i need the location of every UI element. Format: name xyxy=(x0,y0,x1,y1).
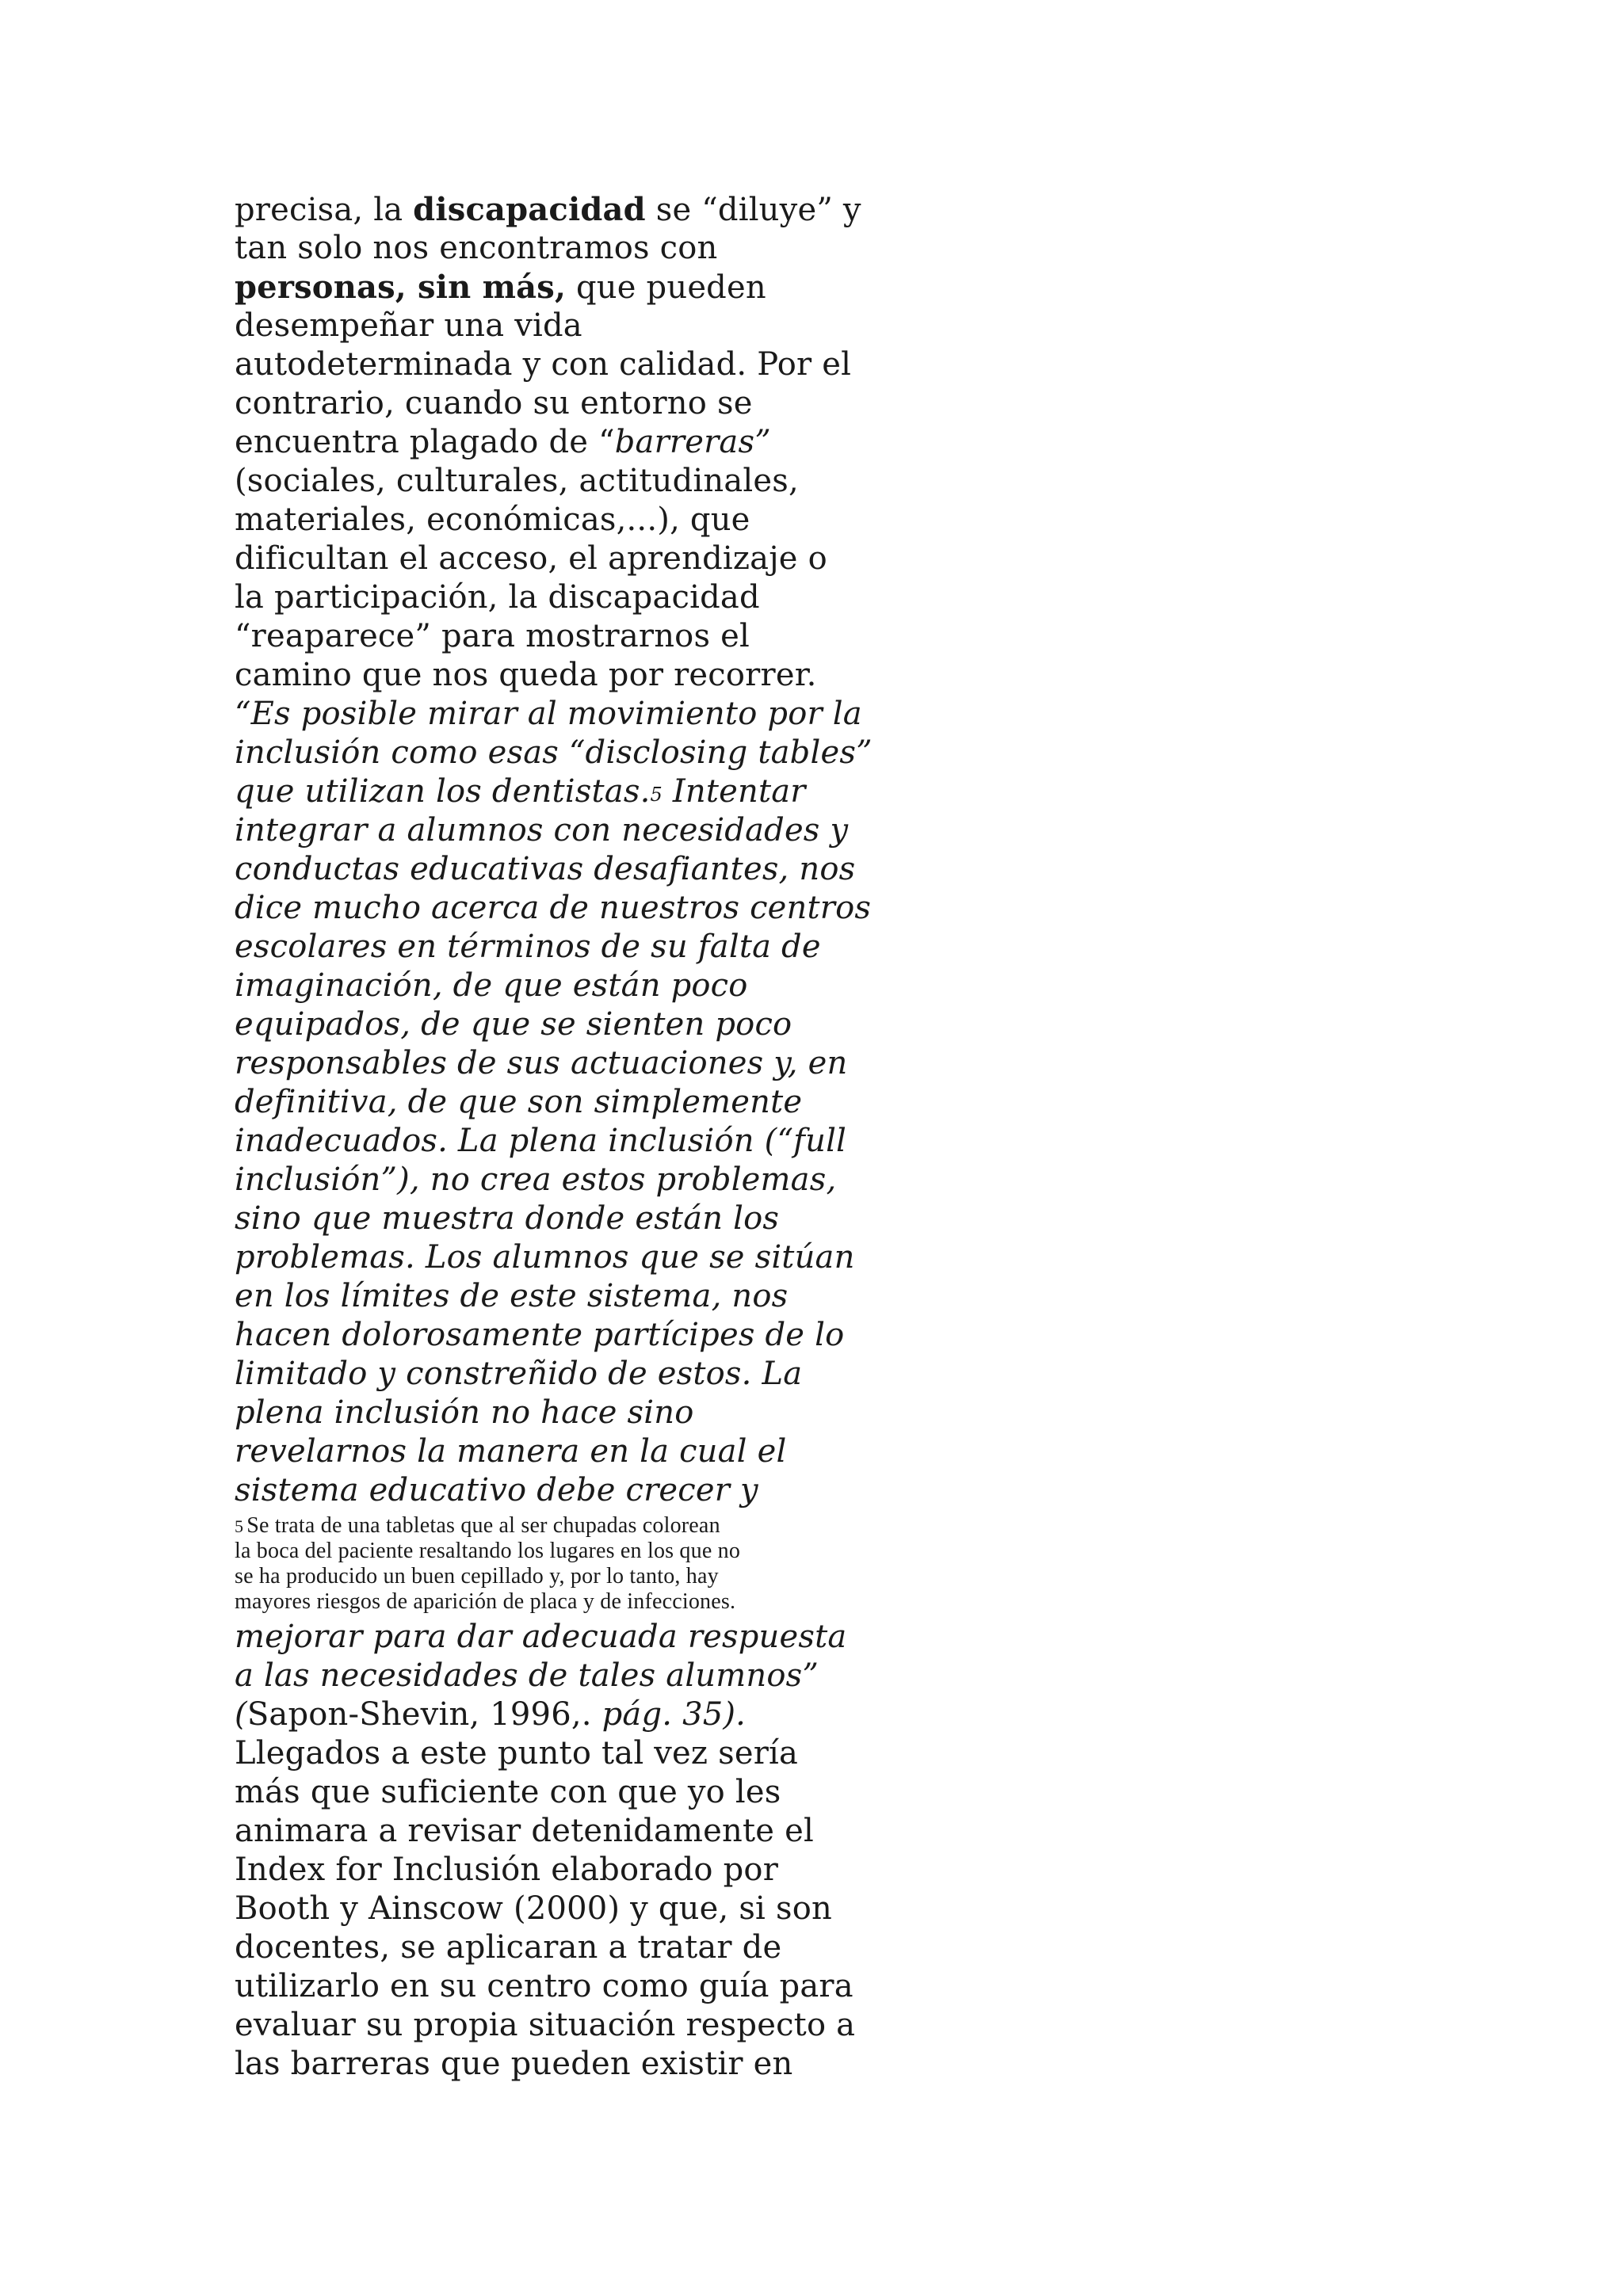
text-run: evaluar su propia situación respecto a xyxy=(235,2007,856,2043)
text-line xyxy=(235,1161,869,1199)
text-run: las barreras que pueden existir en xyxy=(235,2046,793,2082)
text-run: equipados, de que se sienten poco xyxy=(235,1006,792,1043)
text-line xyxy=(235,229,869,268)
text-line xyxy=(235,1773,869,1812)
footnote-block xyxy=(235,1513,869,1615)
text-line xyxy=(235,850,869,889)
text-run: responsables de sus actuaciones y, en xyxy=(235,1045,848,1081)
text-run: definitiva, de que son simplemente xyxy=(235,1084,803,1120)
text-line xyxy=(235,1005,869,1044)
text-run: sistema educativo debe crecer y xyxy=(235,1472,758,1508)
text-run: Index for Inclusión elaborado por xyxy=(235,1852,779,1888)
text-line xyxy=(235,190,869,229)
text-line xyxy=(235,268,869,307)
text-run: autodeterminada y con calidad. Por el xyxy=(235,346,852,383)
text-run: camino que nos queda por recorrer. xyxy=(235,657,817,693)
text-line xyxy=(235,1734,869,1773)
text-run: que pueden xyxy=(566,269,766,306)
text-run: que utilizan los dentistas. xyxy=(235,773,651,810)
text-line xyxy=(235,772,869,811)
text-run: contrario, cuando su entorno se xyxy=(235,385,753,421)
text-line xyxy=(235,1471,869,1510)
body-text-after-footnote xyxy=(235,1618,869,2084)
text-run: docentes, se aplicaran a tratar de xyxy=(235,1929,782,1966)
text-run: a las necesidades de tales alumnos” xyxy=(235,1657,819,1694)
text-line xyxy=(235,967,869,1005)
text-line xyxy=(235,2006,869,2045)
footnote-line xyxy=(235,1589,869,1615)
text-line xyxy=(235,1083,869,1122)
text-line xyxy=(235,1355,869,1394)
text-run: dice mucho acerca de nuestros centros xyxy=(235,890,872,926)
text-line xyxy=(235,423,869,462)
footnote-line xyxy=(235,1513,869,1539)
text-run: Booth y Ainscow (2000) y que, si son xyxy=(235,1890,832,1927)
text-run: inclusión como esas “disclosing tables” xyxy=(235,734,873,771)
text-line xyxy=(235,462,869,501)
text-line xyxy=(235,1890,869,1928)
footnote-line xyxy=(235,1564,869,1589)
text-run: encuentra plagado de “ xyxy=(235,424,615,460)
text-run: animara a revisar detenidamente el xyxy=(235,1813,814,1849)
text-run: pág. 35). xyxy=(601,1696,747,1733)
text-line xyxy=(235,501,869,540)
text-run: inadecuados. La plena inclusión (“full xyxy=(235,1123,847,1159)
text-run: escolares en términos de su falta de xyxy=(235,929,821,965)
text-column xyxy=(235,190,873,2084)
text-run: en los límites de este sistema, nos xyxy=(235,1278,789,1314)
text-line xyxy=(235,1316,869,1355)
text-line xyxy=(235,384,869,423)
footnote-reference: 5 xyxy=(650,784,663,806)
text-line xyxy=(235,1277,869,1316)
text-run: conductas educativas desafiantes, nos xyxy=(235,851,856,887)
text-run: revelarnos la manera en la cual el xyxy=(235,1433,787,1470)
text-run: se “diluye” y xyxy=(645,192,861,228)
text-line xyxy=(235,1812,869,1851)
text-run: tan solo nos encontramos con xyxy=(235,230,718,266)
footnote-text: mayores riesgos de aparición de placa y de infecciones. xyxy=(235,1589,736,1614)
text-run: materiales, económicas,...), que xyxy=(235,502,750,538)
footnote-text: la boca del paciente resaltando los lugares en los que no xyxy=(235,1539,741,1563)
text-line xyxy=(235,540,869,578)
text-run: precisa, la xyxy=(235,192,414,228)
text-run: Intentar xyxy=(662,773,806,810)
body-text-before-footnote xyxy=(235,190,873,1510)
footnote-line xyxy=(235,1539,869,1564)
text-run: “Es posible mirar al movimiento por la xyxy=(235,696,862,732)
text-run: más que suficiente con que yo les xyxy=(235,1774,781,1810)
text-line xyxy=(235,1695,869,1734)
text-run: (sociales, culturales, actitudinales, xyxy=(235,463,799,499)
footnote-text: Se trata de una tabletas que al ser chupadas colorean xyxy=(246,1513,720,1538)
text-line xyxy=(235,1851,869,1890)
text-run: personas, sin más, xyxy=(235,269,567,306)
text-run: desempeñar una vida xyxy=(235,307,582,344)
text-run: Sapon-Shevin, 1996,. xyxy=(246,1696,602,1733)
text-line xyxy=(235,1044,869,1083)
footnote-text: se ha producido un buen cepillado y, por lo tanto, hay xyxy=(235,1564,719,1589)
text-line xyxy=(235,656,869,695)
text-run: inclusión”), no crea estos problemas, xyxy=(235,1161,837,1198)
text-line xyxy=(235,1432,869,1471)
text-line xyxy=(235,1657,869,1695)
text-run: Llegados a este punto tal vez sería xyxy=(235,1735,799,1772)
text-run: ( xyxy=(235,1696,247,1733)
text-line xyxy=(235,1199,869,1238)
footnote-number: 5 xyxy=(235,1516,244,1536)
text-line xyxy=(235,617,869,656)
text-line xyxy=(235,928,869,967)
text-line xyxy=(235,889,872,928)
text-run: la participación, la discapacidad xyxy=(235,579,760,616)
text-run: “reaparece” para mostrarnos el xyxy=(235,618,750,654)
text-line xyxy=(235,734,873,772)
text-run: utilizarlo en su centro como guía para xyxy=(235,1968,854,2004)
text-run: hacen dolorosamente partícipes de lo xyxy=(235,1317,845,1353)
text-run: barreras” xyxy=(614,424,771,460)
text-line xyxy=(235,1967,869,2006)
text-line xyxy=(235,811,869,850)
text-run: imaginación, de que están poco xyxy=(235,967,748,1004)
text-line xyxy=(235,345,869,384)
text-run: mejorar para dar adecuada respuesta xyxy=(235,1619,847,1655)
text-run: integrar a alumnos con necesidades y xyxy=(235,812,849,849)
text-line xyxy=(235,1394,869,1432)
text-line xyxy=(235,1928,869,1967)
text-line xyxy=(235,1238,869,1277)
text-line xyxy=(235,695,869,734)
text-run: discapacidad xyxy=(413,191,646,228)
text-run: sino que muestra donde están los xyxy=(235,1200,780,1237)
text-run: dificultan el acceso, el aprendizaje o xyxy=(235,540,827,577)
text-line xyxy=(235,307,869,345)
text-run: problemas. Los alumnos que se sitúan xyxy=(235,1239,855,1276)
text-run: limitado y constreñido de estos. La xyxy=(235,1356,803,1392)
text-run: plena inclusión no hace sino xyxy=(235,1394,694,1431)
text-line xyxy=(235,1122,869,1161)
text-line xyxy=(235,1618,869,1657)
text-line xyxy=(235,2045,869,2084)
text-line xyxy=(235,578,869,617)
